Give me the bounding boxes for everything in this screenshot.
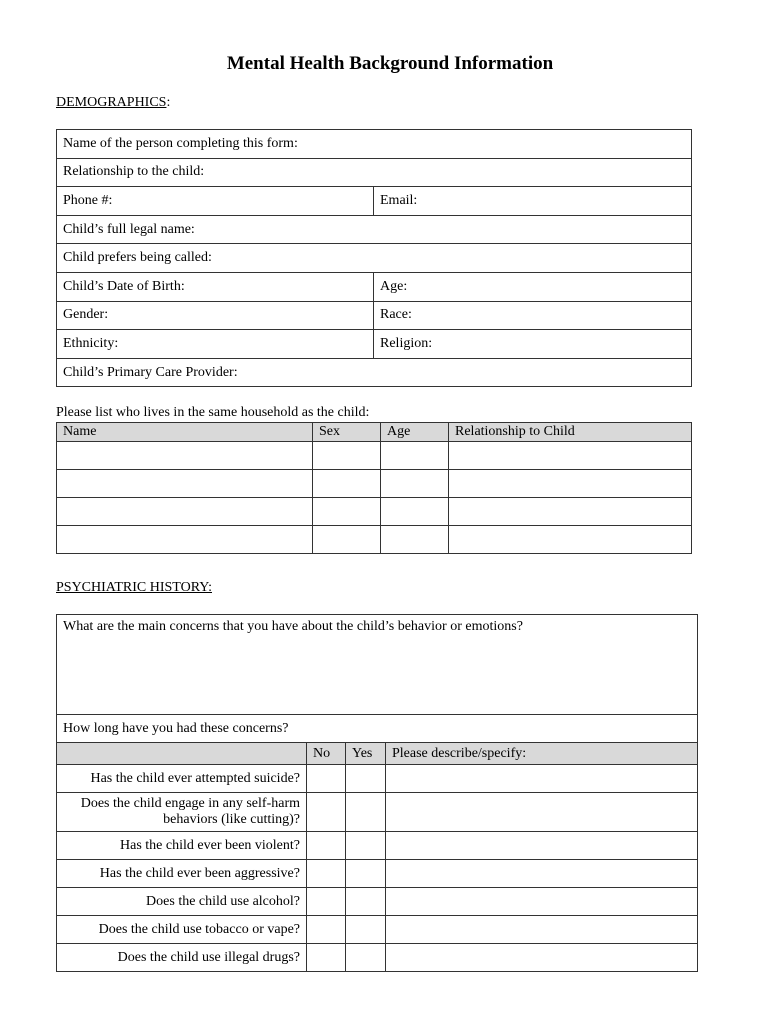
demographics-table [56,129,692,387]
household-age-cell[interactable] [381,526,449,554]
no-cell[interactable] [307,916,346,944]
household-name-cell[interactable] [57,526,313,554]
full-legal-name-field[interactable]: Child’s full legal name: [57,215,692,244]
no-cell[interactable] [307,765,346,793]
yes-cell[interactable] [346,860,386,888]
main-concerns-field[interactable]: What are the main concerns that you have about the child’s behavior or emotions? [57,615,698,715]
no-cell[interactable] [307,888,346,916]
gender-field[interactable]: Gender: [57,301,374,330]
no-cell[interactable] [307,860,346,888]
table-row [57,470,692,498]
household-sex-cell[interactable] [313,442,381,470]
ethnicity-field[interactable]: Ethnicity: [57,330,374,359]
phone-field[interactable]: Phone #: [57,187,374,216]
page-title: Mental Health Background Information [226,53,554,74]
yes-cell[interactable] [346,793,386,832]
table-row [57,526,692,554]
describe-cell[interactable] [386,765,698,793]
describe-cell[interactable] [386,944,698,972]
household-age-cell[interactable] [381,442,449,470]
table-row [57,765,698,793]
household-age-cell[interactable] [381,498,449,526]
household-sex-cell[interactable] [313,498,381,526]
table-row [57,498,692,526]
question-self-harm: Does the child engage in any self-harm behaviors (like cutting)? [57,793,307,832]
dob-field[interactable]: Child’s Date of Birth: [57,272,374,301]
psych-col-yes: Yes [346,743,386,765]
household-prompt: Please list who lives in the same household as the child: [56,405,370,420]
table-row [57,888,698,916]
yes-cell[interactable] [346,765,386,793]
how-long-field[interactable]: How long have you had these concerns? [57,715,698,743]
relationship-field[interactable]: Relationship to the child: [57,158,692,187]
table-row [57,442,692,470]
no-cell[interactable] [307,793,346,832]
question-violent: Has the child ever been violent? [57,832,307,860]
describe-cell[interactable] [386,793,698,832]
household-sex-cell[interactable] [313,470,381,498]
yes-cell[interactable] [346,888,386,916]
household-name-cell[interactable] [57,498,313,526]
question-alcohol: Does the child use alcohol? [57,888,307,916]
describe-cell[interactable] [386,832,698,860]
table-row [57,860,698,888]
prefers-called-field[interactable]: Child prefers being called: [57,244,692,273]
table-row [57,793,698,832]
psychiatric-heading: PSYCHIATRIC HISTORY: [56,580,212,595]
primary-care-field[interactable]: Child’s Primary Care Provider: [57,358,692,387]
household-col-name: Name [57,423,313,442]
describe-cell[interactable] [386,860,698,888]
email-field[interactable]: Email: [374,187,692,216]
question-drugs: Does the child use illegal drugs? [57,944,307,972]
table-row [57,944,698,972]
table-row [57,832,698,860]
person-completing-field[interactable]: Name of the person completing this form: [57,130,692,159]
age-field[interactable]: Age: [374,272,692,301]
household-sex-cell[interactable] [313,526,381,554]
no-cell[interactable] [307,832,346,860]
household-col-sex: Sex [313,423,381,442]
household-col-relationship: Relationship to Child [449,423,692,442]
household-relationship-cell[interactable] [449,442,692,470]
yes-cell[interactable] [346,916,386,944]
question-suicide: Has the child ever attempted suicide? [57,765,307,793]
psych-col-describe: Please describe/specify: [386,743,698,765]
household-table [56,422,692,554]
question-tobacco: Does the child use tobacco or vape? [57,916,307,944]
household-age-cell[interactable] [381,470,449,498]
household-relationship-cell[interactable] [449,470,692,498]
describe-cell[interactable] [386,888,698,916]
household-name-cell[interactable] [57,442,313,470]
table-row [57,916,698,944]
household-relationship-cell[interactable] [449,498,692,526]
religion-field[interactable]: Religion: [374,330,692,359]
psych-col-question [57,743,307,765]
household-name-cell[interactable] [57,470,313,498]
yes-cell[interactable] [346,832,386,860]
demographics-heading: DEMOGRAPHICS: [56,95,171,110]
household-col-age: Age [381,423,449,442]
psychiatric-table [56,614,698,972]
psych-col-no: No [307,743,346,765]
no-cell[interactable] [307,944,346,972]
yes-cell[interactable] [346,944,386,972]
describe-cell[interactable] [386,916,698,944]
household-relationship-cell[interactable] [449,526,692,554]
question-aggressive: Has the child ever been aggressive? [57,860,307,888]
race-field[interactable]: Race: [374,301,692,330]
